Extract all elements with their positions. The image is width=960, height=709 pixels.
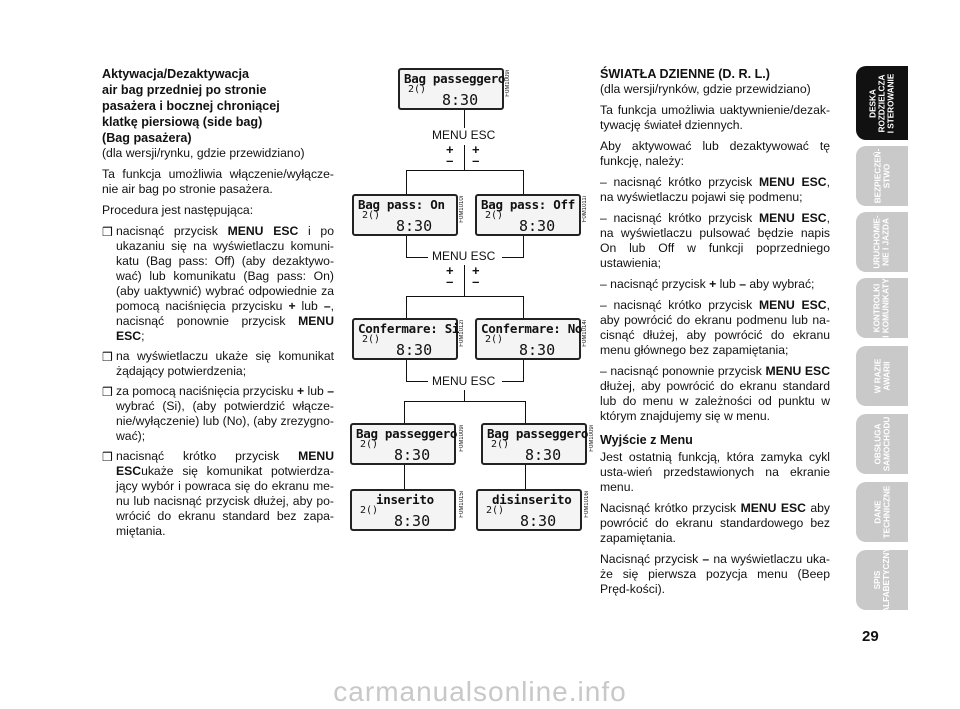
lcd-screen-top: Bag passeggero 2() 8:30 — [398, 68, 504, 110]
connector-line — [523, 360, 524, 382]
bullet-item: ❒ na wyświetlaczu ukaże się komunikat żądający potwierdzenia; — [102, 349, 334, 378]
paragraph: Ta funkcja umożliwia włączenie/wyłącze-nie air bag po stronie pasażera. — [102, 167, 334, 196]
page-number: 29 — [862, 628, 879, 645]
paragraph: Ta funkcja umożliwia uaktywnienie/dezak-tywację świateł dziennych. — [600, 103, 830, 132]
plus-minus-label: + – — [446, 263, 454, 289]
lcd-screen-confirm-no: Confermare: No 2() 8:30 — [475, 318, 581, 360]
connector-line — [525, 401, 526, 423]
title-line: klatkę piersiową (side bag) — [102, 115, 263, 129]
right-column — [600, 66, 830, 603]
step-item: – nacisnąć krótko przycisk MENU ESC, na wyświetlaczu pojawi się podmenu; — [600, 175, 830, 204]
title-line: pasażera i bocznej chroniącej — [102, 99, 280, 113]
tab-bezpieczenstwo[interactable]: BEZPIECZEŃ- STWO — [856, 146, 908, 206]
figure-code: F0M1009i — [505, 70, 511, 97]
connector-line — [406, 170, 407, 194]
paragraph: Nacisnąć przycisk – na wyświetlaczu uka-że się pierwsza pozycja menu (Beep Pręd-kości). — [600, 552, 830, 596]
connector-line — [404, 401, 405, 423]
title-line: Aktywacja/Dezaktywacja — [102, 67, 250, 81]
menu-esc-label: MENU ESC — [432, 374, 496, 388]
bullet-item: ❒ nacisnąć przycisk MENU ESC i po ukazaniu się na wyświetlaczu komuni-katu (Bag pass: Off) (aby dezaktywo-wać) lub komunikatu (Bag pass: On) (aby uaktywnić) wybrać odpowiednie za pomocą naciśnięcia przycisku + lub –, nacisnąć ponownie przycisk MENU ESC; — [102, 224, 334, 343]
plus-minus-label: + – — [472, 142, 480, 168]
tab-kontrolki[interactable]: KONTROLKI I KOMUNIKATY — [856, 278, 908, 338]
tab-dane-techniczne[interactable]: DANE TECHNICZNE — [856, 482, 908, 542]
bullet-glyph: ❒ — [102, 350, 113, 364]
connector-line — [406, 257, 428, 258]
bullet-glyph: ❒ — [102, 450, 113, 464]
bullet-glyph: ❒ — [102, 385, 113, 399]
figure-code: F0M1009i — [459, 425, 465, 452]
lcd-screen-bag-off: Bag pass: Off 2() 8:30 — [475, 194, 581, 236]
connector-line — [406, 296, 524, 297]
lcd-screen-bag-on: Bag pass: On 2() 8:30 — [352, 194, 458, 236]
subtitle: (dla wersji/rynków, gdzie przewidziano) — [600, 82, 811, 96]
lcd-screen-inserito: inserito 2() 8:30 — [350, 489, 456, 531]
section-title: ŚWIATŁA DZIENNE (D. R. L.) — [600, 67, 770, 81]
paragraph: Procedura jest następująca: — [102, 203, 254, 217]
connector-line — [464, 110, 465, 128]
section-heading: Wyjście z Menu — [600, 433, 693, 447]
figure-code: F0M1015i — [459, 491, 465, 518]
bullet-item: ❒ nacisnąć krótko przycisk MENU ESCukaże się komunikat potwierdza-jący wybór i powraca się do ekranu me-nu lub nacisnąć przycisk dłużej, aby po-wrócić do ekranu standard bez zapa-miętania. — [102, 449, 334, 538]
tab-deska-rozdzielcza[interactable]: DESKA ROZDZIELCZA I STEROWANIE — [856, 66, 908, 140]
tab-obsluga[interactable]: OBSŁUGA SAMOCHODU — [856, 414, 908, 474]
connector-line — [502, 257, 524, 258]
tab-uruchomienie[interactable]: URUCHOMIE- NIE I JAZDA — [856, 212, 908, 272]
subtitle: (dla wersji/rynku, gdzie przewidziano) — [102, 146, 305, 160]
connector-line — [404, 401, 526, 402]
step-item: – nacisnąć krótko przycisk MENU ESC, na wyświetlaczu pulsować będzie napis On lub Off w funkcji poprzedniego ustawienia; — [600, 211, 830, 270]
lcd-screen-confirm-si: Confermare: Si 2() 8:30 — [352, 318, 458, 360]
section-title — [102, 66, 334, 146]
figure-code: F0M1011i — [582, 196, 588, 223]
connector-line — [464, 265, 465, 297]
step-item: – nacisnąć przycisk + lub – aby wybrać; — [600, 277, 815, 291]
connector-line — [523, 296, 524, 318]
connector-line — [406, 170, 524, 171]
menu-esc-label: MENU ESC — [432, 249, 496, 263]
paragraph: Nacisnąć krótko przycisk MENU ESC aby powrócić do ekranu standardowego bez zapamiętania. — [600, 501, 830, 545]
bullet-glyph: ❒ — [102, 225, 113, 239]
connector-line — [406, 381, 428, 382]
connector-line — [523, 236, 524, 258]
lcd-screen-bag-passeggero: Bag passeggero 2() 8:30 — [481, 423, 587, 465]
title-line: air bag przedniej po stronie — [102, 83, 267, 97]
plus-minus-label: + – — [472, 263, 480, 289]
connector-line — [404, 465, 405, 489]
figure-code: F0M1009i — [589, 425, 595, 452]
paragraph: Jest ostatnią funkcją, która zamyka cykl usta-wień przedstawionych na ekranie menu. — [600, 450, 830, 494]
connector-line — [502, 381, 524, 382]
watermark: carmanualsonline.info — [333, 676, 627, 707]
menu-esc-label: MENU ESC — [432, 128, 496, 142]
connector-line — [464, 145, 465, 171]
title-line: (Bag pasażera) — [102, 131, 192, 145]
lcd-screen-disinserito: disinserito 2() 8:30 — [476, 489, 582, 531]
figure-code: F0M1014i — [582, 320, 588, 347]
step-item: – nacisnąć krótko przycisk MENU ESC, aby powrócić do ekranu podmenu lub na-cisnąć dłużej, aby powrócić do ekranu menu głównego bez zapamiętania; — [600, 298, 830, 357]
tab-spis-alfabetyczny[interactable]: SPIS ALFABETYCZNY — [856, 550, 908, 610]
figure-code: F0M1012i — [459, 320, 465, 347]
plus-minus-label: + – — [446, 142, 454, 168]
connector-line — [406, 236, 407, 258]
connector-line — [525, 465, 526, 489]
tab-w-razie-awarii[interactable]: W RAZIE AWARII — [856, 346, 908, 406]
connector-line — [523, 170, 524, 194]
paragraph: Aby aktywować lub dezaktywować tę funkcję, należy: — [600, 139, 830, 168]
figure-code: F0M1016i — [584, 491, 590, 518]
connector-line — [406, 296, 407, 318]
left-column — [102, 66, 334, 544]
bullet-item: ❒ za pomocą naciśnięcia przycisku + lub – wybrać (Si), (aby potwierdzić włącze-nie/wyłączenie) lub (No), (aby zrezygno-wać); — [102, 384, 334, 443]
connector-line — [406, 360, 407, 382]
lcd-screen-bag-passeggero: Bag passeggero 2() 8:30 — [350, 423, 456, 465]
figure-code: F0M1010i — [459, 196, 465, 223]
step-item: – nacisnąć ponownie przycisk MENU ESC dłużej, aby powrócić do ekranu standard lub do menu w zależności od punktu w którym znajdujemy się w menu. — [600, 364, 830, 423]
